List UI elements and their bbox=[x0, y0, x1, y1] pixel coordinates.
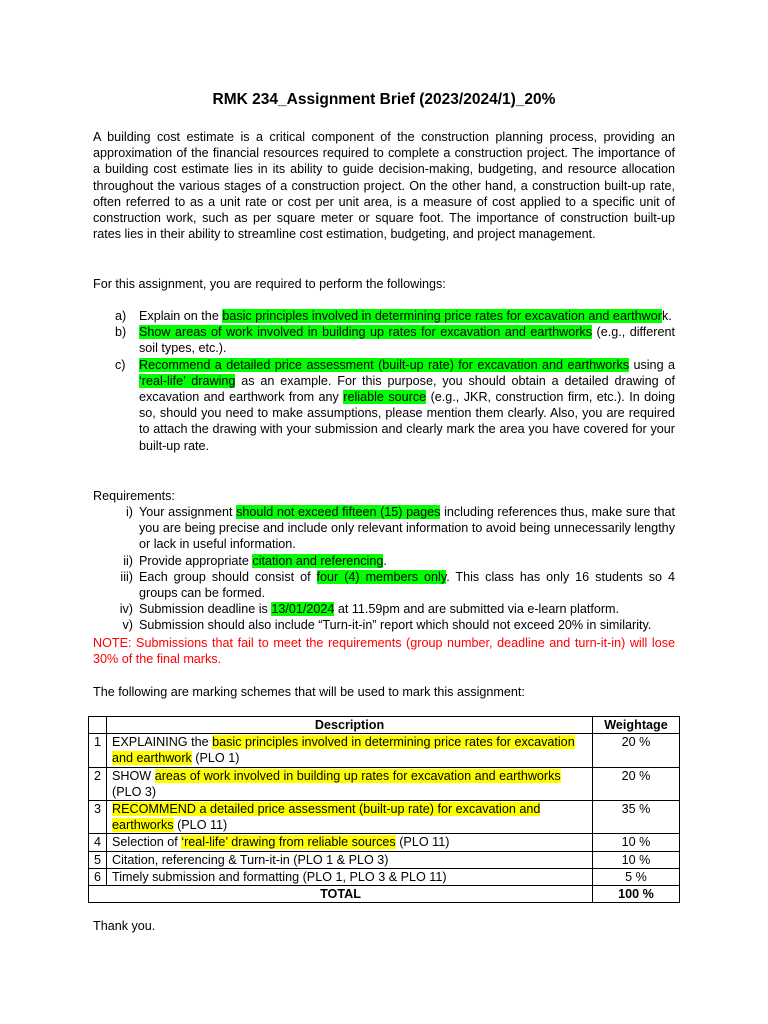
marking-scheme-table bbox=[88, 716, 680, 903]
highlight: 13/01/2024 bbox=[271, 602, 335, 617]
highlight: ‘real-life’ drawing from reliable sources bbox=[181, 835, 396, 850]
row-number: 1 bbox=[89, 734, 107, 767]
row-description: Citation, referencing & Turn-it-in (PLO 1 & PLO 3) bbox=[107, 851, 593, 868]
requirement-marker: iii) bbox=[120, 569, 133, 584]
requirement-item: v) Submission should also include “Turn-it-in” report which should not exceed 20% in similarity. bbox=[93, 617, 675, 633]
row-description: RECOMMEND a detailed price assessment (built-up rate) for excavation and earthworks (PLO 11) bbox=[107, 801, 593, 834]
task-item: b) Show areas of work involved in building up rates for excavation and earthworks (e.g., different soil types, etc.). bbox=[115, 325, 675, 356]
row-number: 2 bbox=[89, 767, 107, 800]
row-weightage: 10 % bbox=[593, 851, 680, 868]
highlight: basic principles involved in determining price rates for excavation and earthwork bbox=[112, 735, 575, 766]
tasks-lead: For this assignment, you are required to perform the followings: bbox=[93, 277, 446, 291]
task-marker: b) bbox=[115, 325, 127, 340]
requirement-item: iv) Submission deadline is 13/01/2024 at 11.59pm and are submitted via e-learn platform. bbox=[93, 601, 675, 617]
marking-scheme-lead: The following are marking schemes that will be used to mark this assignment: bbox=[93, 685, 525, 699]
requirement-item: i) Your assignment should not exceed fifteen (15) pages including references thus, make sure that you are being precise and include only relevant information to avoid being unnecessarily lengthy or lack in useful information. bbox=[93, 504, 675, 553]
table-header-row bbox=[89, 717, 680, 734]
highlight: reliable source bbox=[343, 390, 427, 405]
requirement-marker: iv) bbox=[119, 602, 133, 617]
highlight: citation and referencing bbox=[252, 553, 384, 568]
requirement-marker: i) bbox=[126, 505, 133, 519]
penalty-note: NOTE: Submissions that fail to meet the requirements (group number, deadline and turn-it-in) will lose 30% of the final marks. bbox=[93, 636, 675, 667]
highlight: Recommend a detailed price assessment (built-up rate) for excavation and earthworks bbox=[139, 357, 630, 372]
highlight: RECOMMEND a detailed price assessment (built-up rate) for excavation and earthworks bbox=[112, 802, 541, 833]
column-header-weightage: Weightage bbox=[593, 717, 680, 734]
task-list bbox=[93, 308, 675, 454]
column-header-number bbox=[89, 717, 107, 734]
task-marker: c) bbox=[115, 357, 126, 372]
row-number: 6 bbox=[89, 868, 107, 885]
table-row bbox=[89, 851, 680, 868]
table-row bbox=[89, 801, 680, 834]
row-weightage: 10 % bbox=[593, 834, 680, 851]
row-number: 4 bbox=[89, 834, 107, 851]
highlight: areas of work involved in building up rates for excavation and earthworks bbox=[154, 768, 561, 783]
row-description: SHOW areas of work involved in building up rates for excavation and earthworks (PLO 3) bbox=[107, 767, 593, 800]
column-header-description: Description bbox=[107, 717, 593, 734]
highlight: four (4) members only bbox=[316, 569, 447, 584]
task-marker: a) bbox=[115, 309, 127, 323]
table-row bbox=[89, 734, 680, 767]
highlight: should not exceed fifteen (15) pages bbox=[236, 505, 441, 519]
task-item: c) Recommend a detailed price assessment (built-up rate) for excavation and earthworks using a ‘real-life’ drawing as an example. For this purpose, you should obtain a detailed drawing of excavation and earthwork from any reliable source (e.g., JKR, construction firm, etc.). In doing so, should you need to make assumptions, please mention them clearly. Also, you are required to attach the drawing with your submission and clearly mark the area you have covered for your built-up rate. bbox=[115, 357, 675, 453]
requirement-item: iii) Each group should consist of four (4) members only. This class has only 16 students so 4 groups can be formed. bbox=[93, 569, 675, 601]
requirement-marker: ii) bbox=[123, 553, 133, 568]
table-row bbox=[89, 767, 680, 800]
page-title: RMK 234_Assignment Brief (2023/2024/1)_20% bbox=[212, 91, 556, 108]
requirements-list bbox=[93, 504, 675, 634]
row-description: Timely submission and formatting (PLO 1, PLO 3 & PLO 11) bbox=[107, 868, 593, 885]
row-weightage: 5 % bbox=[593, 868, 680, 885]
highlight: Show areas of work involved in building up rates for excavation and earthworks bbox=[139, 325, 593, 340]
row-number: 5 bbox=[89, 851, 107, 868]
table-row bbox=[89, 868, 680, 885]
highlight: ‘real-life’ drawing bbox=[139, 373, 236, 388]
row-description: EXPLAINING the basic principles involved in determining price rates for excavation and earthwork (PLO 1) bbox=[107, 734, 593, 767]
row-description: Selection of ‘real-life’ drawing from reliable sources (PLO 11) bbox=[107, 834, 593, 851]
requirements-heading: Requirements: bbox=[93, 489, 175, 503]
table-total-row bbox=[89, 886, 680, 903]
closing-text: Thank you. bbox=[93, 919, 156, 933]
row-weightage: 20 % bbox=[593, 767, 680, 800]
row-weightage: 35 % bbox=[593, 801, 680, 834]
intro-paragraph: A building cost estimate is a critical component of the construction planning process, providing an approximation of the financial resources required to complete a construction project. The importance of a building cost estimate lies in its ability to guide decision-making, budgeting, and resource allocation throughout the various stages of a construction project. On the other hand, a construction built-up rate, often referred to as a unit rate or cost per unit area, is a measure of cost applied to a specific unit of construction work, such as per square meter or square foot. The importance of construction built-up rates lies in their ability to streamline cost estimation, budgeting, and project management. bbox=[93, 130, 675, 242]
row-weightage: 20 % bbox=[593, 734, 680, 767]
total-value: 100 % bbox=[593, 886, 680, 903]
table-row bbox=[89, 834, 680, 851]
highlight: basic principles involved in determining price rates for excavation and earthwor bbox=[222, 309, 662, 323]
total-label: TOTAL bbox=[89, 886, 593, 903]
task-item: a) Explain on the basic principles involved in determining price rates for excavation and earthwork. bbox=[115, 309, 672, 323]
row-number: 3 bbox=[89, 801, 107, 834]
requirement-marker: v) bbox=[122, 618, 133, 633]
requirement-item: ii) Provide appropriate citation and referencing. bbox=[93, 553, 675, 569]
